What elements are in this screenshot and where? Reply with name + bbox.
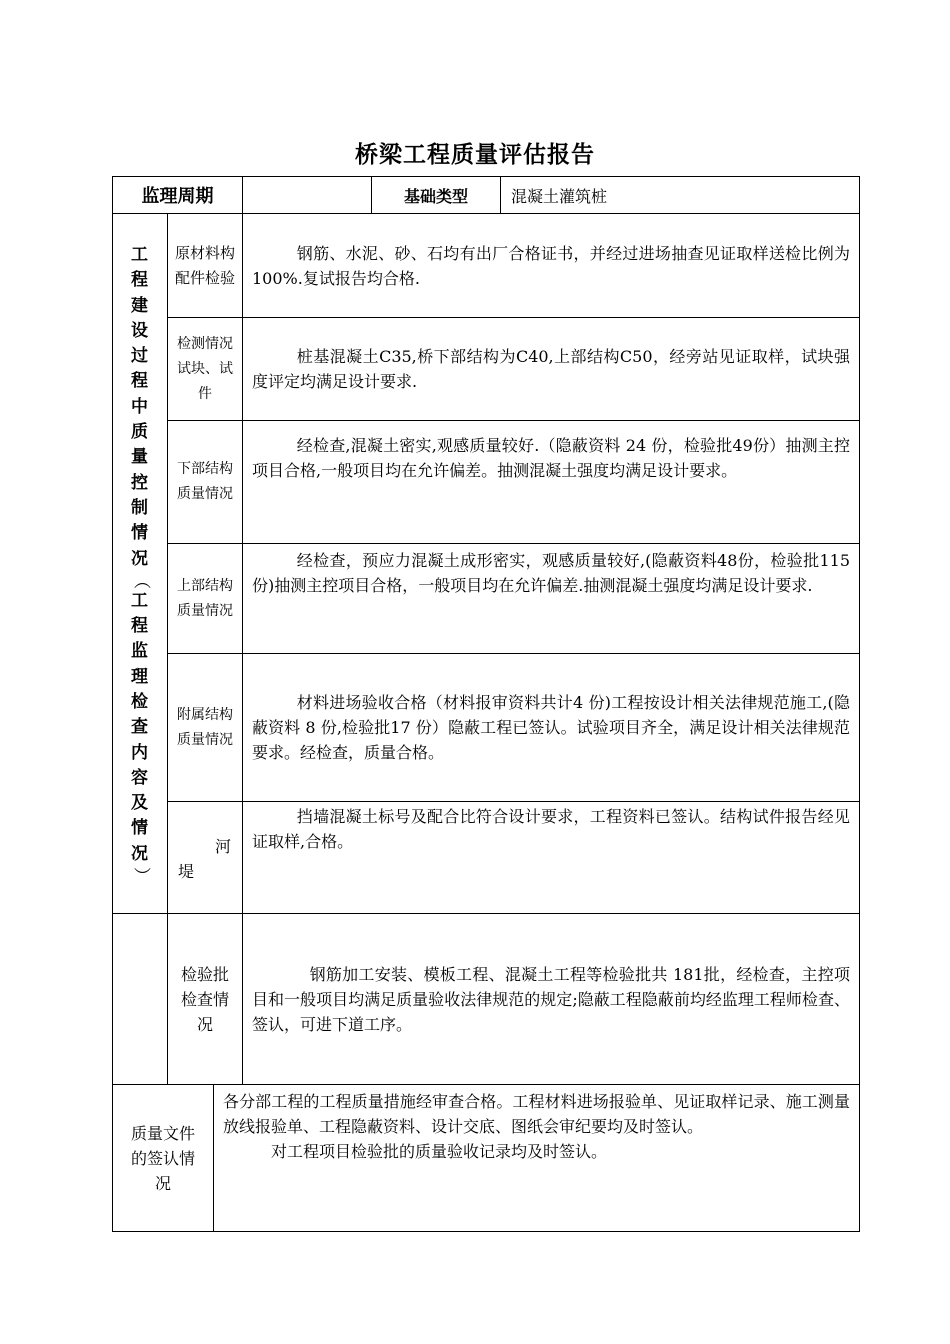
section-label-char: 容 [131,767,148,788]
section-label-char: 质 [131,422,148,443]
section-label-char: 查 [131,717,148,738]
section-label-char: 及 [131,793,148,814]
inspection-left-empty [112,913,168,1085]
row-content-superstructure: 经检查，预应力混凝土成形密实，观感质量较好,(隐蔽资料48份，检验批115 份)抽测主控项目合格，一般项目均在允许偏差.抽测混凝土强度均满足设计要求. [242,543,860,654]
row-content-materials: 钢筋、水泥、砂、石均有出厂合格证书，并经过进场抽查见证取样送检比例为100%.复试报告均合格. [242,213,860,318]
section-label-char: 量 [131,447,148,468]
foundation-value-cell [500,176,860,214]
foundation-label: 基础类型 [403,186,468,206]
foundation-value: 混凝土灌筑桩 [511,186,608,206]
row-label-testing: 检测情况试块、试件 [167,317,243,421]
period-label: 监理周期 [141,186,214,207]
section-label-char: 工 [131,244,148,265]
section-label-char: 中 [131,396,148,417]
section-label-char: 程 [131,616,148,637]
section-label-cell [112,213,168,914]
section-label-char: 程 [131,270,148,291]
period-value-cell [242,176,372,214]
row-label-substructure: 下部结构质量情况 [167,420,243,544]
section-label-char: ） [130,867,150,885]
section-label-char: （ [130,571,150,589]
section-label-char: 内 [131,742,148,763]
section-label-char: 情 [131,523,148,544]
section-label-char: 程 [131,371,148,392]
section-label [131,243,149,884]
row-label-materials: 原材料构配件检验 [167,213,243,318]
foundation-label-cell [371,176,501,214]
section-label-char: 检 [131,691,148,712]
period-label-cell [112,176,243,214]
signoff-content: 各分部工程的工程质量措施经审查合格。工程材料进场报验单、见证取样记录、施工测量放线报验单、工程隐蔽资料、设计交底、图纸会审纪要均及时签认。 对工程项目检验批的质量验收记录均及时签认。 [213,1084,860,1232]
row-content-embankment: 挡墙混凝土标号及配合比符合设计要求，工程资料已签认。结构试件报告经见证取样,合格。 [242,801,860,914]
row-label-superstructure: 上部结构质量情况 [167,543,243,654]
row-content-testing: 桩基混凝土C35,桥下部结构为C40,上部结构C50，经旁站见证取样，试块强度评定均满足设计要求. [242,317,860,421]
section-label-char: 设 [131,320,148,341]
section-label-char: 情 [131,818,148,839]
section-label-char: 况 [131,548,148,569]
section-label-char: 理 [131,666,148,687]
inspection-label: 检验批检查情况 [167,913,243,1085]
section-label-char: 况 [131,843,148,864]
section-label-char: 监 [131,641,148,662]
section-label-char: 工 [131,590,148,611]
row-content-ancillary: 材料进场验收合格（材料报审资料共计4 份)工程按设计相关法律规范施工,(隐蔽资料 8 份,检验批17 份）隐蔽工程已签认。试验项目齐全，满足设计相关法律规范要求。经检查，质量合格。 [242,653,860,802]
row-label-ancillary: 附属结构质量情况 [167,653,243,802]
section-label-char: 制 [131,497,148,518]
section-label-char: 建 [131,295,148,316]
row-label-embankment: 河堤 [167,801,243,914]
inspection-content: 钢筋加工安装、模板工程、混凝土工程等检验批共 181批，经检查，主控项目和一般项目均满足质量验收法律规范的规定;隐蔽工程隐蔽前均经监理工程师检查、签认，可进下道工序。 [242,913,860,1085]
signoff-label: 质量文件的签认情况 [112,1084,214,1232]
section-label-char: 控 [131,472,148,493]
section-label-char: 过 [131,346,148,367]
page-title: 桥梁工程质量评估报告 [355,141,595,168]
row-content-substructure: 经检查,混凝土密实,观感质量较好.（隐蔽资料 24 份，检验批49份）抽测主控项目合格,一般项目均在允许偏差。抽测混凝土强度均满足设计要求。 [242,420,860,544]
